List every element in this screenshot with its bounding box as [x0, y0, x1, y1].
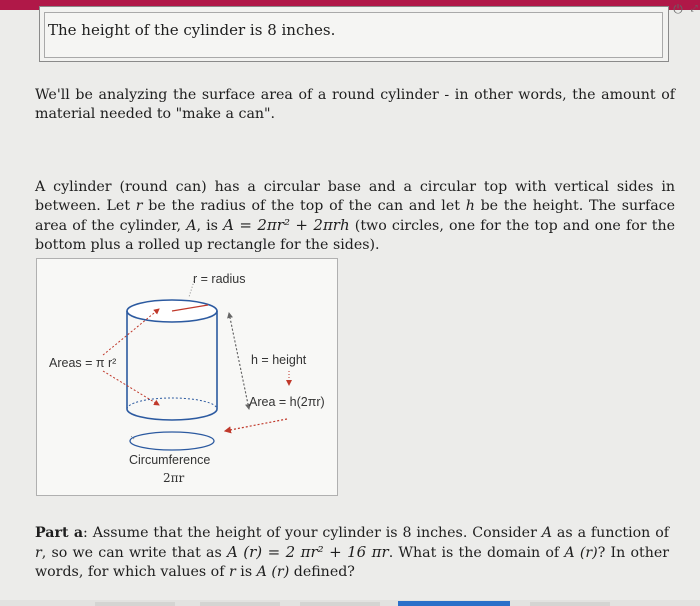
- surface-area-formula: A = 2πr² + 2πrh: [223, 216, 350, 234]
- height-label: h = height: [251, 353, 307, 367]
- bottom-tab-2[interactable]: [200, 602, 280, 606]
- bottom-tab-1[interactable]: [95, 602, 175, 606]
- part-a-func-ref-2: A (r): [256, 564, 290, 580]
- side-area-label: Area = h(2πr): [249, 395, 325, 409]
- radius-label: r = radius: [193, 272, 246, 286]
- description-text-5: (two circles, one for the top and one for the bottom plus a rolled up rectangle for the sides).: [35, 218, 675, 253]
- part-a-paragraph: [35, 524, 669, 582]
- intro-paragraph: We'll be analyzing the surface area of a round cylinder - in other words, the amount of material needed to "make a can".: [35, 87, 675, 122]
- answer-box[interactable]: [39, 6, 669, 62]
- part-a-func-ref-1: A (r): [564, 545, 598, 561]
- description-text-1: A cylinder (round can) has a circular base and a circular top with vertical sides in between. Let: [35, 179, 675, 214]
- part-a-var-r: r: [35, 545, 42, 561]
- circumference-formula: 2πr: [163, 471, 185, 485]
- bottom-active-tab[interactable]: [398, 601, 510, 606]
- part-a-text-4: . What is the domain of: [388, 545, 565, 561]
- circumference-label: Circumference: [129, 453, 211, 467]
- part-a-function: A (r) = 2 πr² + 16 πr: [226, 543, 389, 561]
- part-a-text-6: is: [235, 564, 257, 580]
- description-text-2: be the radius of the top of the can and let: [142, 198, 466, 214]
- part-a-text-7: defined?: [289, 564, 355, 580]
- answer-text: The height of the cylinder is 8 inches.: [48, 21, 336, 39]
- description-paragraph: [35, 178, 675, 255]
- description-text-3: be the height. The surface area of the cylinder,: [35, 198, 675, 234]
- areas-label: Areas = π r²: [49, 356, 117, 370]
- part-a-text-3: , so we can write that as: [41, 545, 227, 561]
- description-text-4: , is: [196, 218, 224, 234]
- part-a-text-5: ? In other words, for which values of: [35, 545, 670, 580]
- part-a-text-2: as a function of: [552, 525, 670, 541]
- expand-icon[interactable]: ⤢: [690, 4, 698, 14]
- cylinder-figure: [36, 258, 338, 496]
- part-a-label: Part a: [35, 525, 84, 541]
- var-r: r: [135, 198, 143, 214]
- var-h: h: [465, 198, 475, 214]
- bottom-tab-4[interactable]: [530, 602, 610, 606]
- var-A: A: [186, 218, 197, 234]
- part-a-text-1: : Assume that the height of your cylinder is 8 inches. Consider: [83, 525, 542, 541]
- part-a-var-r-2: r: [228, 564, 236, 580]
- bottom-tab-3[interactable]: [300, 602, 380, 606]
- part-a-var-A: A: [541, 525, 553, 541]
- power-icon[interactable]: ⏻: [673, 2, 683, 16]
